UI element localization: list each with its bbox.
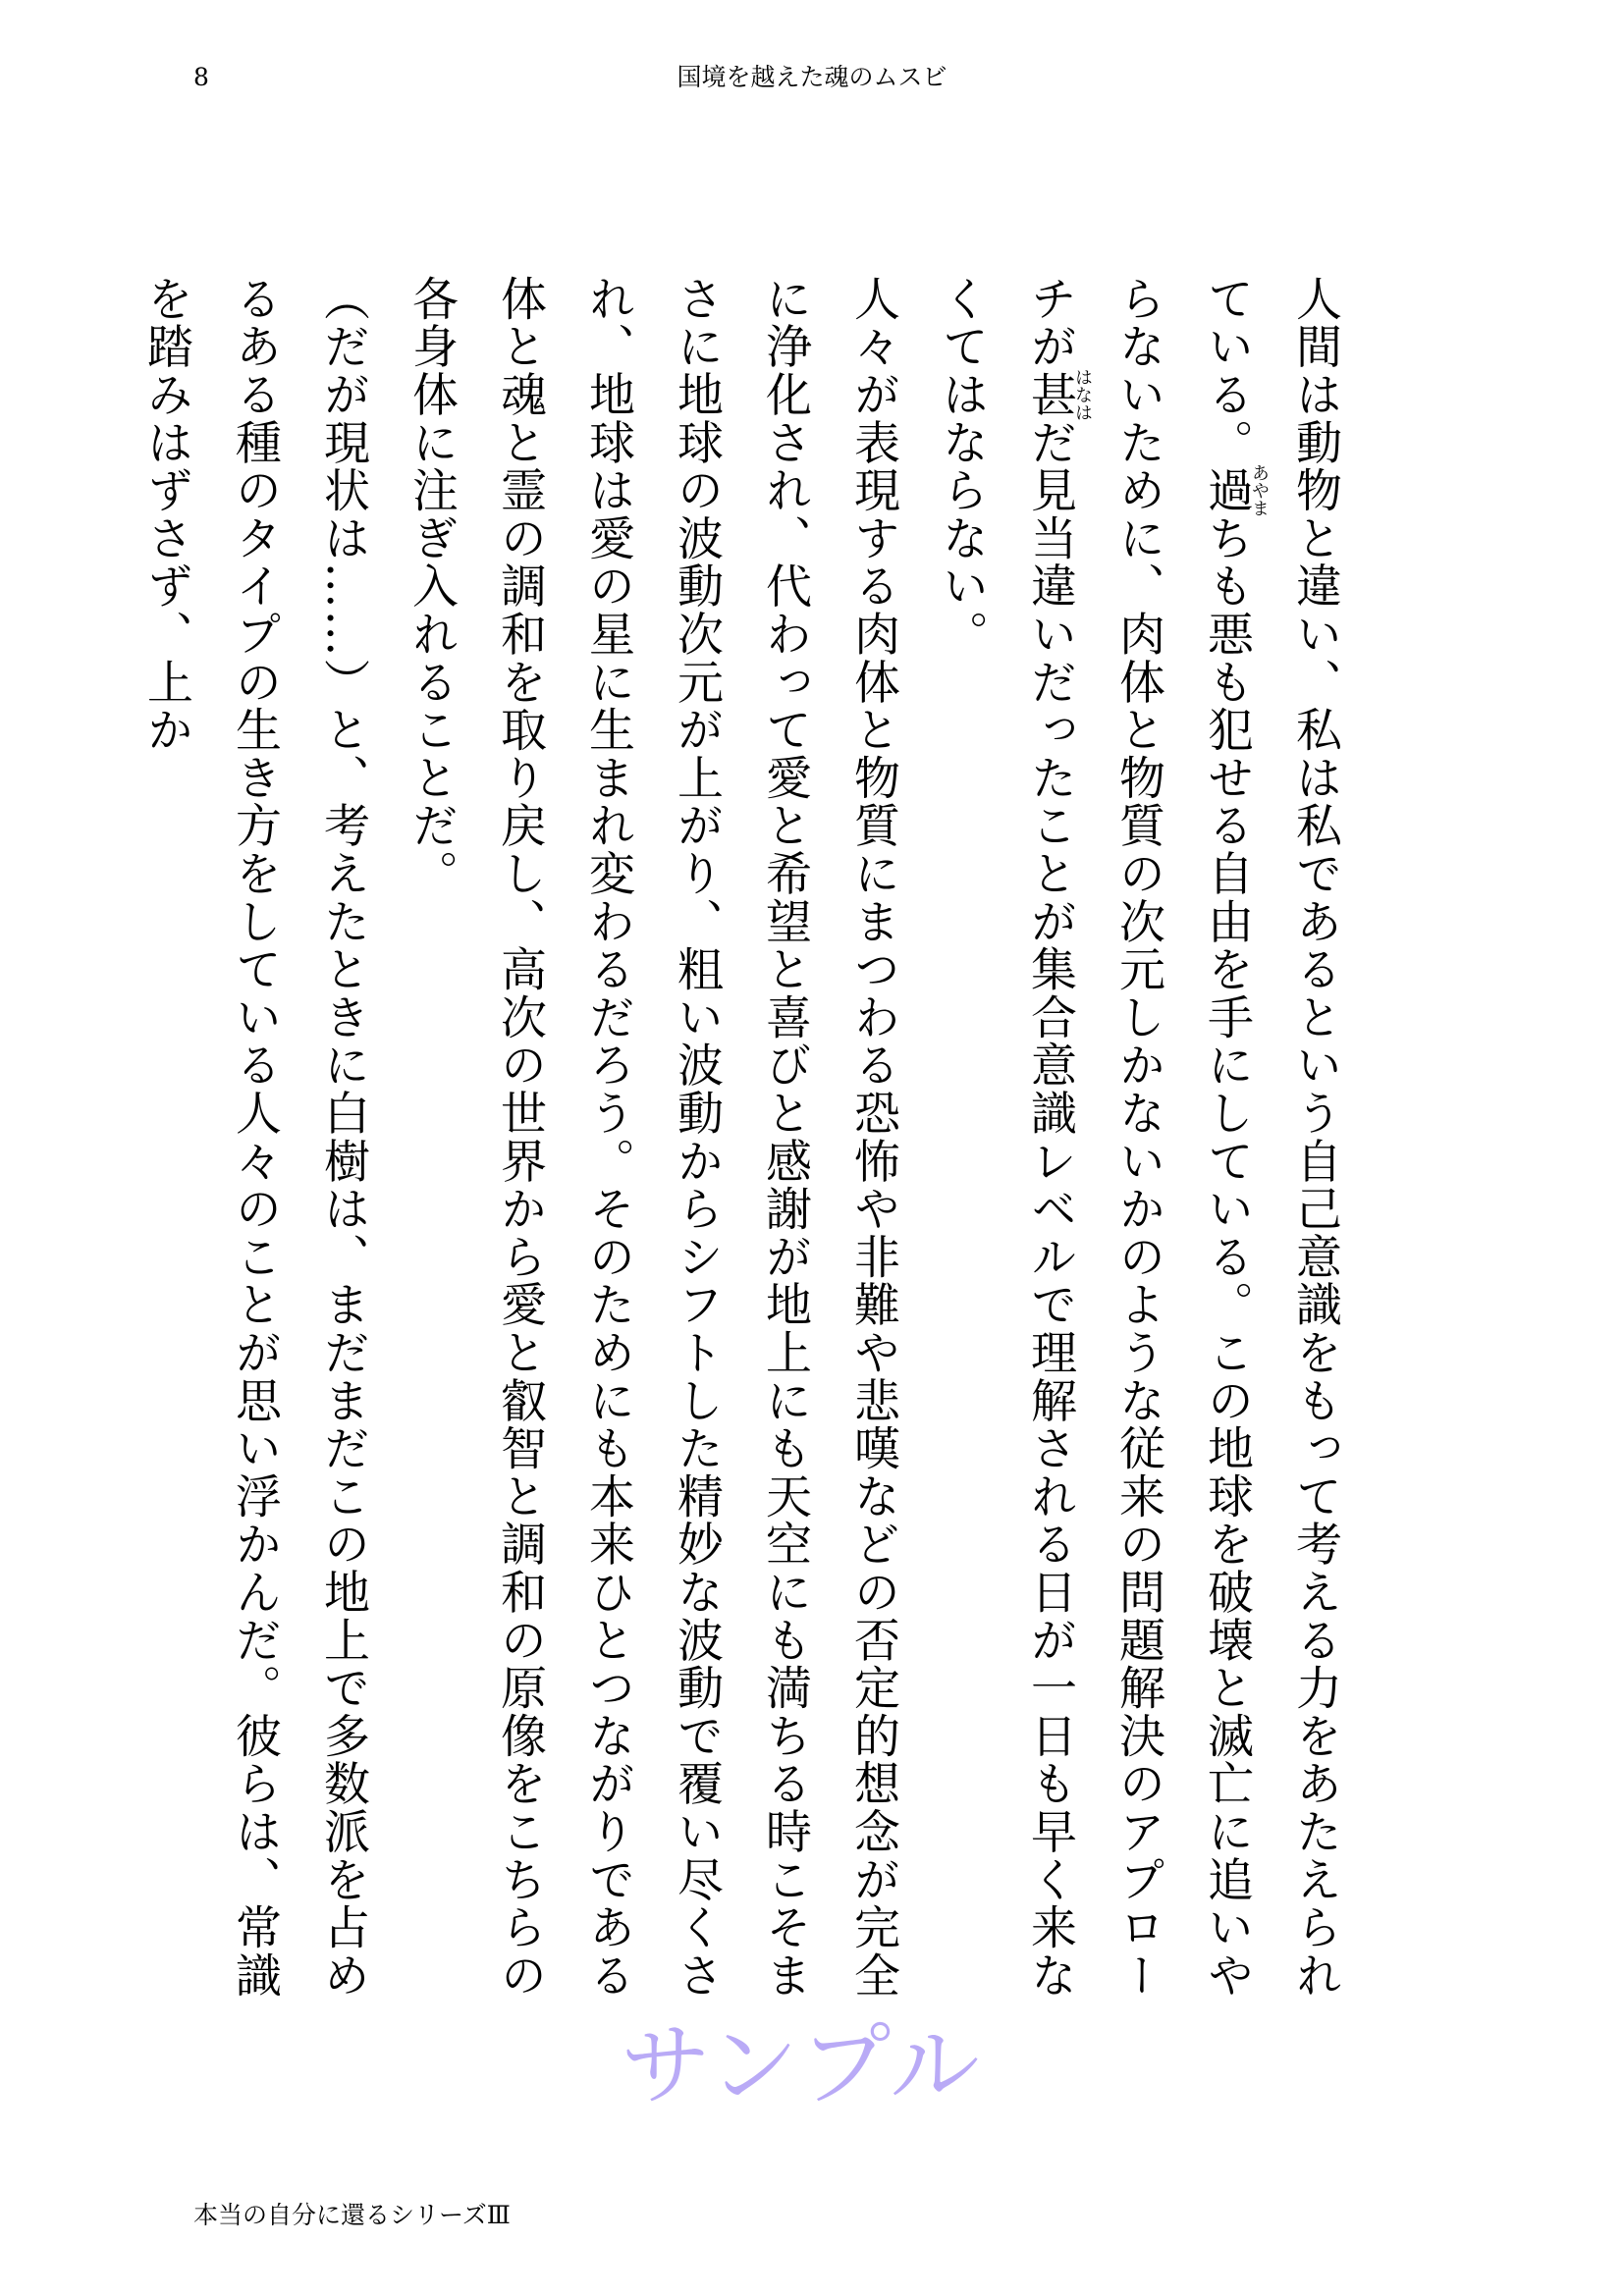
running-head-title: 国境を越えた魂のムスビ xyxy=(677,63,947,91)
paragraph-1-start: 人間は動物と違い、私は私であるという自己意識をもって考える力をあたえられている。 xyxy=(1200,275,1342,2000)
paragraph-3: （だが現状は……）と、考えたときに白樹は、まだまだこの地上で多数派を占めるある種のタイプの生き方をしている人々のことが思い浮かんだ。彼らは、常識を踏みはずさず、上か xyxy=(139,275,370,2000)
ruby-hanaha-reading: はなは xyxy=(1072,368,1093,422)
sample-watermark: サンプル xyxy=(621,2013,982,2118)
ruby-hanaha xyxy=(1023,368,1093,422)
series-title-footer: 本当の自分に還るシリーズⅢ xyxy=(193,2201,511,2229)
ruby-ayama-base: 過 xyxy=(1200,463,1254,517)
paragraph-2: 人々が表現する肉体と物質にまつわる恐怖や非難や悲嘆などの否定的想念が完全に浄化され、代わって愛と希望と喜びと感謝が地上にも天空にも満ちる時こそまさに地球の波動次元が上がり、粗い波動からシフトした精妙な波動で覆い尽くされ、地球は愛の星に生まれ変わるだろう。そのためにも本来ひとつながりである体と魂と霊の調和を取り戻し、高次の世界から愛と叡智と調和の原像をこちらの各身体に注ぎ入れることだ。 xyxy=(405,275,900,2000)
ruby-ayama-reading: あやま xyxy=(1249,463,1270,517)
page-number: 8 xyxy=(193,63,209,91)
paragraph-1 xyxy=(917,275,1359,2042)
paragraph-1-middle: ちも悪も犯せる自由を手にしている。この地球を破壊と滅亡に追いやらないために、肉体と物質の次元しかないかのような従来の問題解決のアプローチが xyxy=(1023,275,1254,2000)
ruby-ayama xyxy=(1200,463,1270,517)
paragraph-1-end: だ見当違いだったことが集合意識レベルで理解される日が一日も早く来なくてはならない。 xyxy=(935,275,1077,2000)
body-text xyxy=(139,275,1359,2042)
ruby-hanaha-base: 甚 xyxy=(1023,368,1077,422)
